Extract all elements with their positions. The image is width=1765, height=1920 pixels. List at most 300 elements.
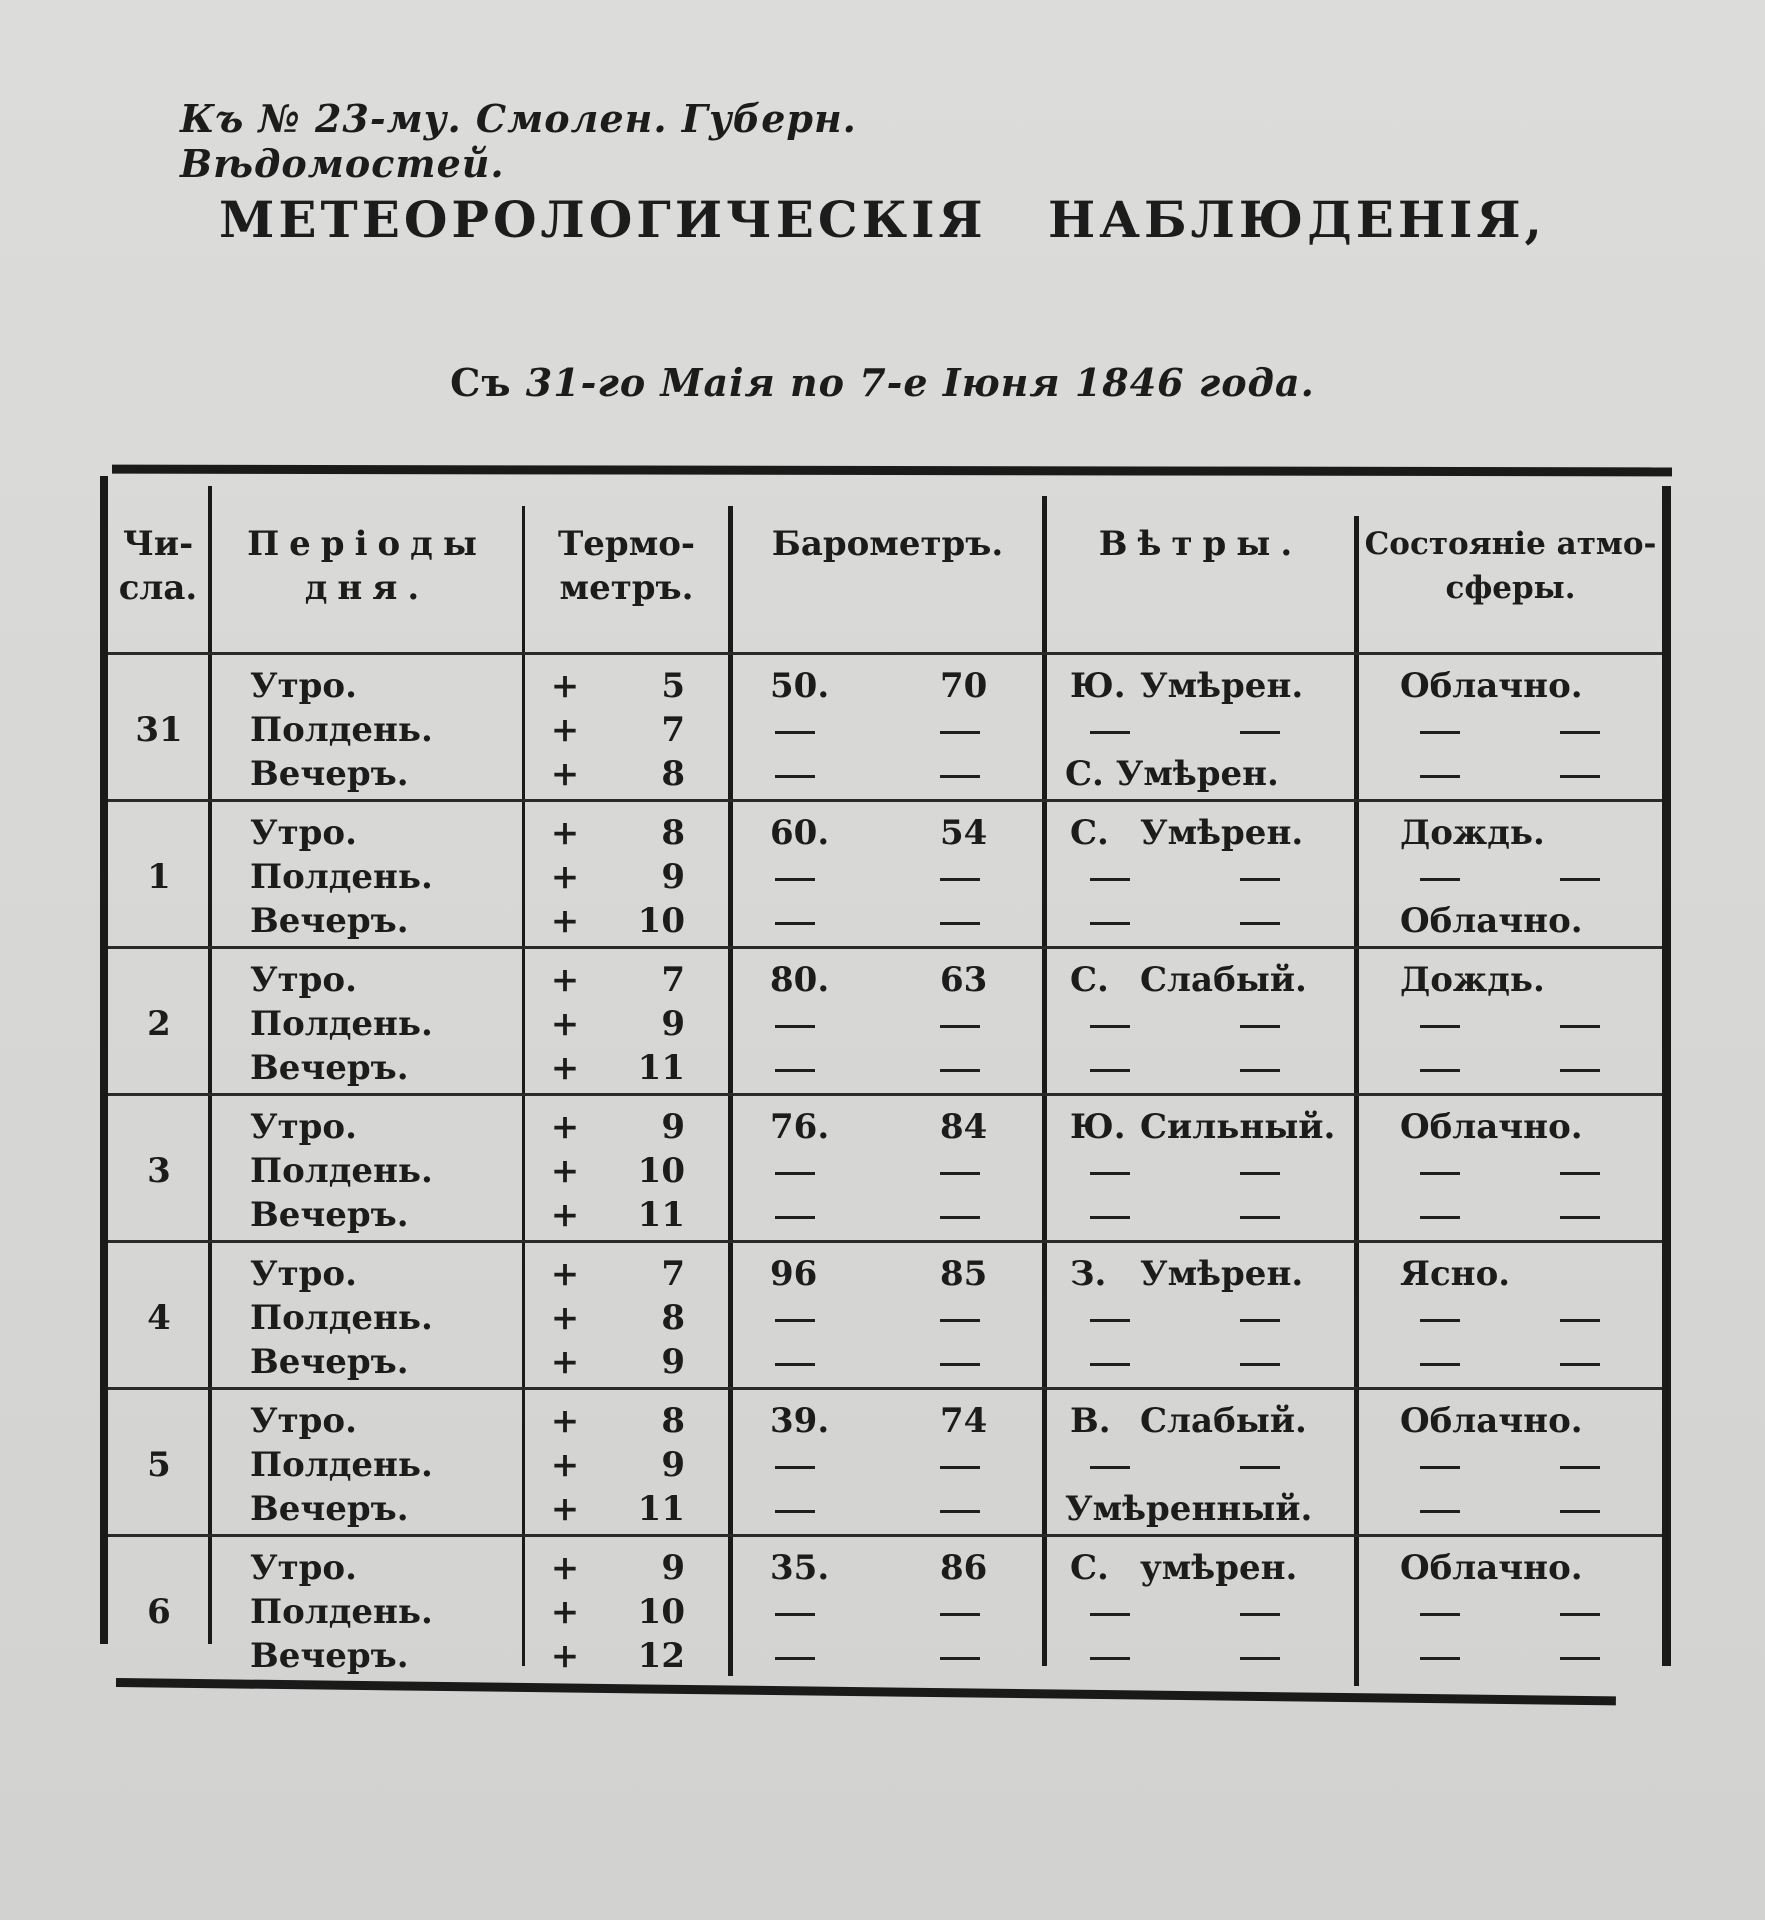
dash-mark [940, 1216, 980, 1219]
header-state-line2: сферы. [1445, 570, 1576, 606]
wind-ditto [1240, 901, 1280, 941]
dash-mark [940, 1025, 980, 1028]
wind-ditto [1240, 1004, 1280, 1044]
state-ditto [1420, 857, 1460, 897]
state-ditto [1420, 754, 1460, 794]
temperature: 11 [637, 1489, 685, 1529]
plus-sign: + [550, 1489, 580, 1529]
dash-mark [1240, 878, 1280, 881]
temperature: 5 [661, 666, 685, 706]
dash-mark [1560, 1319, 1600, 1322]
state-ditto [1420, 1445, 1460, 1485]
thermometer-value [545, 1151, 715, 1191]
barometer-ditto [775, 1636, 815, 1676]
period-label: Вечеръ. [250, 1342, 409, 1382]
dash-mark [1240, 1172, 1280, 1175]
header-winds [1047, 522, 1354, 566]
temperature: 9 [661, 1342, 685, 1382]
state-ditto [1420, 1004, 1460, 1044]
dash-mark [775, 1613, 815, 1616]
temperature: 9 [661, 857, 685, 897]
wind-direction: З. [1070, 1254, 1107, 1294]
wind-ditto [1090, 1195, 1130, 1235]
dash-mark [1090, 731, 1130, 734]
temperature: 11 [637, 1195, 685, 1235]
plus-sign: + [550, 1592, 580, 1632]
dash-mark [1240, 922, 1280, 925]
dash-mark [940, 731, 980, 734]
barometer-ditto [940, 1195, 980, 1235]
barometer-ditto [940, 1048, 980, 1088]
period-label: Утро. [250, 666, 357, 706]
period-label: Утро. [250, 1107, 357, 1147]
barometer-ditto [940, 1342, 980, 1382]
plus-sign: + [550, 1254, 580, 1294]
temperature: 7 [661, 1254, 685, 1294]
dash-mark [1560, 1025, 1600, 1028]
temperature: 10 [637, 1151, 685, 1191]
thermometer-value [545, 901, 715, 941]
row-separator [108, 1093, 1662, 1096]
period-label: Вечеръ. [250, 1489, 409, 1529]
barometer-reading-a: 76. [770, 1107, 830, 1147]
wind-ditto [1240, 1592, 1280, 1632]
barometer-ditto [940, 710, 980, 750]
dash-mark [1090, 922, 1130, 925]
thermometer-value [545, 1107, 715, 1147]
barometer-ditto [940, 1298, 980, 1338]
dash-mark [1420, 1025, 1460, 1028]
wind-direction: С. [1070, 1548, 1109, 1588]
temperature: 8 [661, 1298, 685, 1338]
wind-strength: Умѣрен. [1140, 813, 1304, 853]
state-ditto [1420, 710, 1460, 750]
dash-mark [1090, 1025, 1130, 1028]
wind-ditto [1090, 710, 1130, 750]
barometer-ditto [775, 901, 815, 941]
state-ditto [1420, 1592, 1460, 1632]
dash-mark [1090, 1613, 1130, 1616]
dash-mark [1420, 1216, 1460, 1219]
atmosphere-state: Дождь. [1400, 813, 1545, 853]
dash-mark [1420, 878, 1460, 881]
dash-mark [1420, 1510, 1460, 1513]
thermometer-value [545, 1401, 715, 1441]
barometer-ditto [940, 857, 980, 897]
plus-sign: + [550, 710, 580, 750]
dash-mark [1560, 1069, 1600, 1072]
state-ditto [1420, 1489, 1460, 1529]
barometer-ditto [775, 857, 815, 897]
header-day [108, 522, 208, 610]
temperature: 11 [637, 1048, 685, 1088]
barometer-ditto [775, 1489, 815, 1529]
col-divider-baro [1042, 496, 1047, 1666]
state-ditto [1420, 1342, 1460, 1382]
atmosphere-state: Дождь. [1400, 960, 1545, 1000]
plus-sign: + [550, 1048, 580, 1088]
wind-ditto [1240, 1195, 1280, 1235]
state-ditto [1560, 857, 1600, 897]
period-label: Полдень. [250, 1004, 433, 1044]
subtitle-prefix: Съ [450, 360, 512, 405]
barometer-ditto [940, 1004, 980, 1044]
header-baro-line1: Барометръ. [771, 524, 1004, 564]
thermometer-value [545, 754, 715, 794]
wind-ditto [1090, 901, 1130, 941]
period-label: Вечеръ. [250, 1636, 409, 1676]
thermometer-value [545, 1342, 715, 1382]
dash-mark [940, 1510, 980, 1513]
dash-mark [775, 1657, 815, 1660]
wind-evening: Умѣренный. [1065, 1489, 1313, 1529]
atmosphere-state: Ясно. [1400, 1254, 1511, 1294]
dash-mark [775, 878, 815, 881]
temperature: 9 [661, 1445, 685, 1485]
state-ditto [1560, 754, 1600, 794]
dash-mark [775, 1510, 815, 1513]
plus-sign: + [550, 1636, 580, 1676]
thermometer-value [545, 1298, 715, 1338]
period-label: Полдень. [250, 1592, 433, 1632]
wind-strength: Умѣрен. [1140, 1254, 1304, 1294]
plus-sign: + [550, 1298, 580, 1338]
header-day-line2: сла. [118, 568, 198, 608]
dash-mark [1240, 1025, 1280, 1028]
thermometer-value [545, 813, 715, 853]
dash-mark [775, 922, 815, 925]
dash-mark [940, 775, 980, 778]
col-divider-wind [1354, 516, 1359, 1686]
observations-table [100, 466, 1680, 1716]
period-label: Утро. [250, 1548, 357, 1588]
plus-sign: + [550, 666, 580, 706]
wind-direction: С. [1070, 960, 1109, 1000]
wind-ditto [1240, 1151, 1280, 1191]
dash-mark [1560, 1172, 1600, 1175]
dash-mark [1420, 1363, 1460, 1366]
dash-mark [940, 1363, 980, 1366]
temperature: 9 [661, 1107, 685, 1147]
header-atmosphere [1359, 522, 1662, 610]
period-label: Полдень. [250, 857, 433, 897]
header-period-line1: Періоды [247, 524, 487, 564]
dash-mark [1090, 1172, 1130, 1175]
state-ditto [1560, 1445, 1600, 1485]
header-state-line1: Состояніе атмо- [1364, 526, 1657, 562]
header-barometer [733, 522, 1042, 566]
plus-sign: + [550, 1004, 580, 1044]
dash-mark [1560, 731, 1600, 734]
dash-mark [1240, 1069, 1280, 1072]
barometer-ditto [775, 1445, 815, 1485]
dash-mark [1560, 878, 1600, 881]
wind-ditto [1240, 1342, 1280, 1382]
subtitle-suffix: года. [1198, 360, 1315, 405]
barometer-ditto [775, 1151, 815, 1191]
dash-mark [775, 1025, 815, 1028]
plus-sign: + [550, 960, 580, 1000]
state-ditto [1560, 1298, 1600, 1338]
period-label: Вечеръ. [250, 1048, 409, 1088]
dash-mark [940, 1069, 980, 1072]
barometer-reading-a: 60. [770, 813, 830, 853]
state-ditto [1420, 1636, 1460, 1676]
wind-ditto [1090, 1048, 1130, 1088]
col-divider-period [522, 506, 525, 1666]
wind-direction: В. [1070, 1401, 1111, 1441]
barometer-reading-a: 35. [770, 1548, 830, 1588]
period-label: Вечеръ. [250, 901, 409, 941]
dash-mark [1240, 1613, 1280, 1616]
plus-sign: + [550, 754, 580, 794]
dash-mark [775, 1216, 815, 1219]
state-ditto [1420, 1298, 1460, 1338]
dash-mark [1420, 1319, 1460, 1322]
dash-mark [1420, 731, 1460, 734]
dash-mark [1420, 775, 1460, 778]
wind-ditto [1240, 857, 1280, 897]
thermometer-value [545, 1254, 715, 1294]
dash-mark [1240, 1216, 1280, 1219]
barometer-ditto [940, 754, 980, 794]
header-period [212, 522, 522, 610]
barometer-ditto [775, 1298, 815, 1338]
dash-mark [1560, 1363, 1600, 1366]
state-ditto [1560, 710, 1600, 750]
supplement-line: Къ № 23-му. Смолен. Губерн. Вѣдомостей. [180, 96, 857, 186]
barometer-reading-a: 96 [770, 1254, 818, 1294]
period-label: Утро. [250, 813, 357, 853]
col-divider-thermo [728, 506, 733, 1676]
temperature: 7 [661, 960, 685, 1000]
plus-sign: + [550, 1342, 580, 1382]
wind-strength: Слабый. [1140, 960, 1307, 1000]
wind-ditto [1240, 1445, 1280, 1485]
dash-mark [1560, 1657, 1600, 1660]
wind-direction: Ю. [1070, 1107, 1126, 1147]
dash-mark [1560, 775, 1600, 778]
dash-mark [1560, 1510, 1600, 1513]
wind-strength: Сильный. [1140, 1107, 1336, 1147]
dash-mark [1240, 1319, 1280, 1322]
wind-ditto [1240, 710, 1280, 750]
dash-mark [775, 1069, 815, 1072]
wind-ditto [1090, 1342, 1130, 1382]
barometer-ditto [775, 754, 815, 794]
row-separator [108, 799, 1662, 802]
plus-sign: + [550, 1445, 580, 1485]
temperature: 8 [661, 754, 685, 794]
dash-mark [775, 775, 815, 778]
dash-mark [1090, 1657, 1130, 1660]
dash-mark [1560, 1466, 1600, 1469]
dash-mark [1420, 1657, 1460, 1660]
dash-mark [1090, 1363, 1130, 1366]
plus-sign: + [550, 1151, 580, 1191]
barometer-reading-b: 74 [940, 1401, 988, 1441]
header-thermo-line1: Термо- [557, 524, 696, 564]
day-number: 2 [147, 1004, 171, 1044]
wind-ditto [1090, 1004, 1130, 1044]
period-label: Полдень. [250, 1151, 433, 1191]
period-label: Вечеръ. [250, 1195, 409, 1235]
barometer-reading-b: 63 [940, 960, 988, 1000]
dash-mark [1240, 731, 1280, 734]
dash-mark [940, 1172, 980, 1175]
date-range-subtitle [0, 360, 1765, 405]
wind-strength: Умѣрен. [1140, 666, 1304, 706]
thermometer-value [545, 710, 715, 750]
col-divider-day [208, 486, 212, 1644]
plus-sign: + [550, 857, 580, 897]
barometer-reading-b: 70 [940, 666, 988, 706]
temperature: 9 [661, 1004, 685, 1044]
table-left-border [100, 476, 108, 1644]
temperature: 9 [661, 1548, 685, 1588]
dash-mark [940, 1319, 980, 1322]
dash-mark [1090, 878, 1130, 881]
dash-mark [940, 922, 980, 925]
dash-mark [1560, 1613, 1600, 1616]
barometer-reading-a: 39. [770, 1401, 830, 1441]
dash-mark [1090, 1319, 1130, 1322]
day-number: 5 [147, 1445, 171, 1485]
thermometer-value [545, 666, 715, 706]
barometer-ditto [940, 1151, 980, 1191]
wind-ditto [1090, 857, 1130, 897]
day-number: 31 [135, 710, 183, 750]
atmosphere-state-evening: Облачно. [1400, 901, 1583, 941]
thermometer-value [545, 1048, 715, 1088]
state-ditto [1420, 1151, 1460, 1191]
dash-mark [1240, 1466, 1280, 1469]
wind-ditto [1090, 1636, 1130, 1676]
dash-mark [1090, 1466, 1130, 1469]
barometer-reading-b: 84 [940, 1107, 988, 1147]
barometer-ditto [940, 1489, 980, 1529]
header-thermometer [525, 522, 728, 610]
barometer-ditto [940, 1445, 980, 1485]
dash-mark [1240, 1363, 1280, 1366]
row-separator [108, 946, 1662, 949]
plus-sign: + [550, 1107, 580, 1147]
wind-evening: С. Умѣрен. [1065, 754, 1279, 794]
barometer-reading-b: 85 [940, 1254, 988, 1294]
day-number: 4 [147, 1298, 171, 1338]
dash-mark [775, 1172, 815, 1175]
thermometer-value [545, 1489, 715, 1529]
table-top-rule [112, 465, 1672, 477]
state-ditto [1420, 1048, 1460, 1088]
dash-mark [1420, 1466, 1460, 1469]
wind-ditto [1240, 1048, 1280, 1088]
dash-mark [775, 1466, 815, 1469]
barometer-reading-a: 50. [770, 666, 830, 706]
atmosphere-state: Облачно. [1400, 666, 1583, 706]
state-ditto [1560, 1636, 1600, 1676]
barometer-ditto [775, 1195, 815, 1235]
barometer-ditto [775, 1048, 815, 1088]
period-label: Полдень. [250, 1298, 433, 1338]
barometer-ditto [775, 710, 815, 750]
plus-sign: + [550, 1195, 580, 1235]
plus-sign: + [550, 1548, 580, 1588]
thermometer-value [545, 1592, 715, 1632]
period-label: Полдень. [250, 1445, 433, 1485]
state-ditto [1560, 1195, 1600, 1235]
day-number: 3 [147, 1151, 171, 1191]
temperature: 7 [661, 710, 685, 750]
temperature: 10 [637, 1592, 685, 1632]
barometer-ditto [940, 1636, 980, 1676]
row-separator [108, 1387, 1662, 1390]
plus-sign: + [550, 1401, 580, 1441]
wind-ditto [1090, 1151, 1130, 1191]
state-ditto [1420, 1195, 1460, 1235]
state-ditto [1560, 1489, 1600, 1529]
plus-sign: + [550, 901, 580, 941]
period-label: Вечеръ. [250, 754, 409, 794]
subtitle-year: 1846 [1074, 360, 1185, 405]
dash-mark [1240, 1657, 1280, 1660]
wind-ditto [1090, 1298, 1130, 1338]
barometer-ditto [775, 1592, 815, 1632]
header-period-line2: дня. [304, 568, 430, 608]
state-ditto [1560, 1048, 1600, 1088]
day-number: 1 [147, 857, 171, 897]
atmosphere-state: Облачно. [1400, 1548, 1583, 1588]
thermometer-value [545, 857, 715, 897]
state-ditto [1560, 1151, 1600, 1191]
dash-mark [1420, 1613, 1460, 1616]
thermometer-value [545, 1445, 715, 1485]
thermometer-value [545, 1636, 715, 1676]
temperature: 8 [661, 1401, 685, 1441]
dash-mark [940, 1466, 980, 1469]
thermometer-value [545, 1195, 715, 1235]
state-ditto [1560, 1004, 1600, 1044]
day-number: 6 [147, 1592, 171, 1632]
dash-mark [1090, 1069, 1130, 1072]
temperature: 10 [637, 901, 685, 941]
row-separator [108, 1240, 1662, 1243]
temperature: 8 [661, 813, 685, 853]
barometer-ditto [940, 1592, 980, 1632]
barometer-ditto [775, 1342, 815, 1382]
state-ditto [1560, 1592, 1600, 1632]
table-right-border [1662, 486, 1671, 1666]
wind-ditto [1090, 1592, 1130, 1632]
barometer-reading-b: 54 [940, 813, 988, 853]
subtitle-text: 31-го Маія по 7-е Іюня [525, 360, 1061, 405]
barometer-reading-b: 86 [940, 1548, 988, 1588]
dash-mark [1560, 1216, 1600, 1219]
dash-mark [940, 1657, 980, 1660]
plus-sign: + [550, 813, 580, 853]
dash-mark [940, 1613, 980, 1616]
header-thermo-line2: метръ. [559, 568, 694, 608]
wind-direction: С. [1070, 813, 1109, 853]
dash-mark [940, 878, 980, 881]
wind-direction: Ю. [1070, 666, 1126, 706]
atmosphere-state: Облачно. [1400, 1401, 1583, 1441]
temperature: 12 [637, 1636, 685, 1676]
period-label: Утро. [250, 960, 357, 1000]
barometer-ditto [940, 901, 980, 941]
page-title: МЕТЕОРОЛОГИЧЕСКІЯ НАБЛЮДЕНІЯ, [219, 190, 1546, 249]
wind-strength: умѣрен. [1140, 1548, 1298, 1588]
